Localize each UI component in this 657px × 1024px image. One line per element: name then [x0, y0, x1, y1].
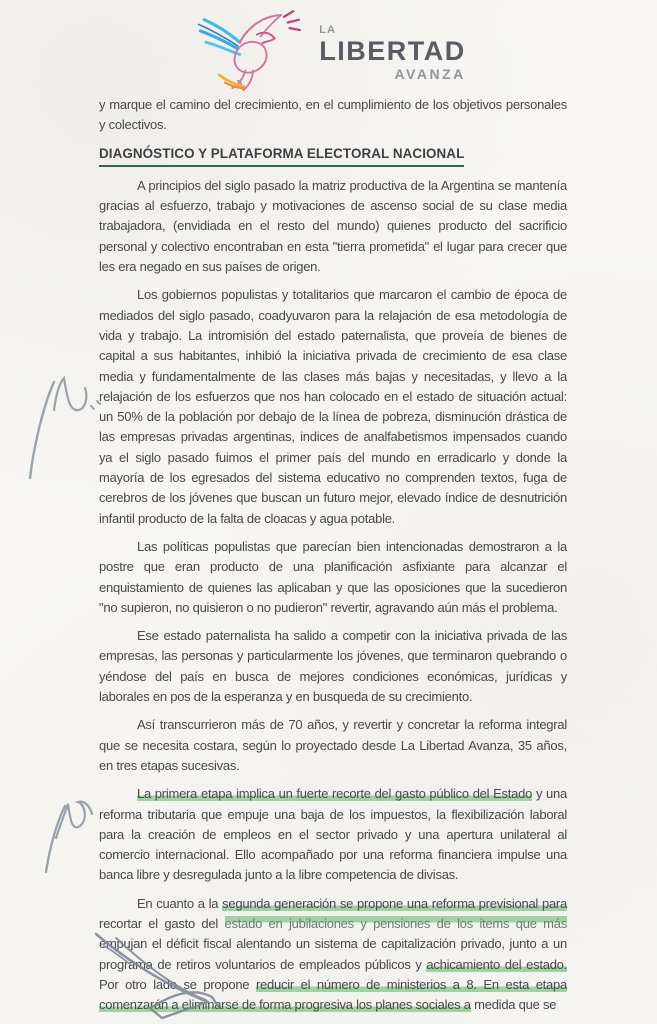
document-body: [99, 95, 567, 1023]
paragraph-5: Así transcurrieron más de 70 años, y revertir y concretar la reforma integral que se necesita costara, según lo proyectado desde La Libertad Avanza, 35 años, en tres etapas sucesivas.: [99, 717, 567, 773]
paragraph-4: Ese estado paternalista ha salido a competir con la iniciativa privada de las empresas, las personas y particularmente los jóvenes, que terminaron quebrando o yéndose del país en busca de mejores condiciones económicas, jurídicas y laborales en pos de la esperanza y en busqueda de su crecimiento.: [99, 628, 567, 705]
highlighted-phrase: achicamiento del estado.: [426, 956, 568, 972]
intro-paragraph: y marque el camino del crecimiento, en el cumplimiento de los objetivos personales y colectivos.: [99, 97, 567, 133]
section-heading: DIAGNÓSTICO Y PLATAFORMA ELECTORAL NACIONAL: [99, 144, 464, 167]
text-segment: Por otro lado se propone: [99, 976, 256, 992]
left-margin-initials-mark: [46, 802, 92, 872]
paragraph-7-highlighted: [99, 894, 567, 1016]
highlighted-phrase: reducir el número de ministerios a 8. En esta etapa: [255, 976, 567, 992]
logo-word-libertad: LIBERTAD: [319, 36, 466, 66]
paragraph-2: Los gobiernos populistas y totalitarios que marcaron el cambio de época de mediados del siglo pasado, coadyuvaron para la relajación de esa metodología de vida y trabajo. La intromisión del estado paternalista, que proveía de bienes de capital a sus habitantes, inhibió la iniciativa privada de crecimiento de esa clase media y fundamentalmente de las clases más bajas y necesitadas, y llevo a la relajación de los esfuerzos que nos han colocado en el estado de situación actual: un 50% de la población por debajo de la línea de pobreza, disminución drástica de las empresas privadas argentinas, indices de analfabetismos impensados cuando ya el siglo pasado fuimos el primer país del mundo en erradicarlo y donde la mayoría de los egresados del sistema educativo no comprenden textos, fuga de cerebros de los jóvenes que buscan un futuro mejor, elevado índice de desnutrición infantil producto de la falta de cloacas y agua potable.: [99, 287, 567, 526]
paragraph-1: A principios del siglo pasado la matriz productiva de la Argentina se mantenía gracias al esfuerzo, trabajo y motivaciones de ascenso social de su clase media trabajadora, (envidiada en el resto del mundo) quienes producto del sacrificio personal y colectivo encontraban en esta "tierra prometida" el lugar para crecer que les era negado en sus países de origen.: [99, 177, 567, 275]
text-segment: recortar el gasto del: [99, 915, 225, 931]
highlighted-phrase: segunda generación se propone una reforma previsional para: [222, 895, 567, 911]
left-margin-flourish-mark: [30, 378, 100, 478]
logo-word-la: LA: [319, 24, 336, 36]
highlighted-phrase: La primera etapa implica un fuerte recorte del gasto público del Estado: [137, 786, 533, 802]
logo-wordmark: [319, 25, 466, 81]
text-segment: En cuanto a la: [137, 895, 223, 911]
text-segment: medida que se: [470, 997, 557, 1013]
logo-bird-icon: [191, 8, 313, 98]
highlighted-phrase: estado en jubilaciones y pensiones de los items que más: [224, 915, 567, 931]
paragraph-3: Las políticas populistas que parecían bien intencionadas demostraron a la postre que eran producto de una planificación asfixiante para alcanzar el enquistamiento de quienes las aplicaban y que las oposiciones que la sucedieron "no supieron, no quisieron o no pudieron" revertir, agravando aún más el problema.: [99, 538, 567, 615]
highlighted-phrase: comenzarán a eliminarse de forma progresiva los planes sociales a: [99, 997, 471, 1013]
text-segment: empujan el déficit fiscal alentando un sistema de capitalización privado, junto a un programa de retiros voluntarios de empleados públicos y: [99, 936, 567, 972]
logo-word-avanza: AVANZA: [394, 66, 466, 82]
text-segment: y una reforma tributaria que empuje una baja de los impuestos, la flexibilización laboral para la creación de empleos en el sector privado y una apertura unilateral al comercio internacional. Ello acompañado por una reforma financiera impulse una banca libre y desregulada junto a la libre competencia de divisas.: [99, 786, 567, 883]
party-logo: [0, 8, 657, 98]
paragraph-6-highlighted: [99, 784, 567, 885]
